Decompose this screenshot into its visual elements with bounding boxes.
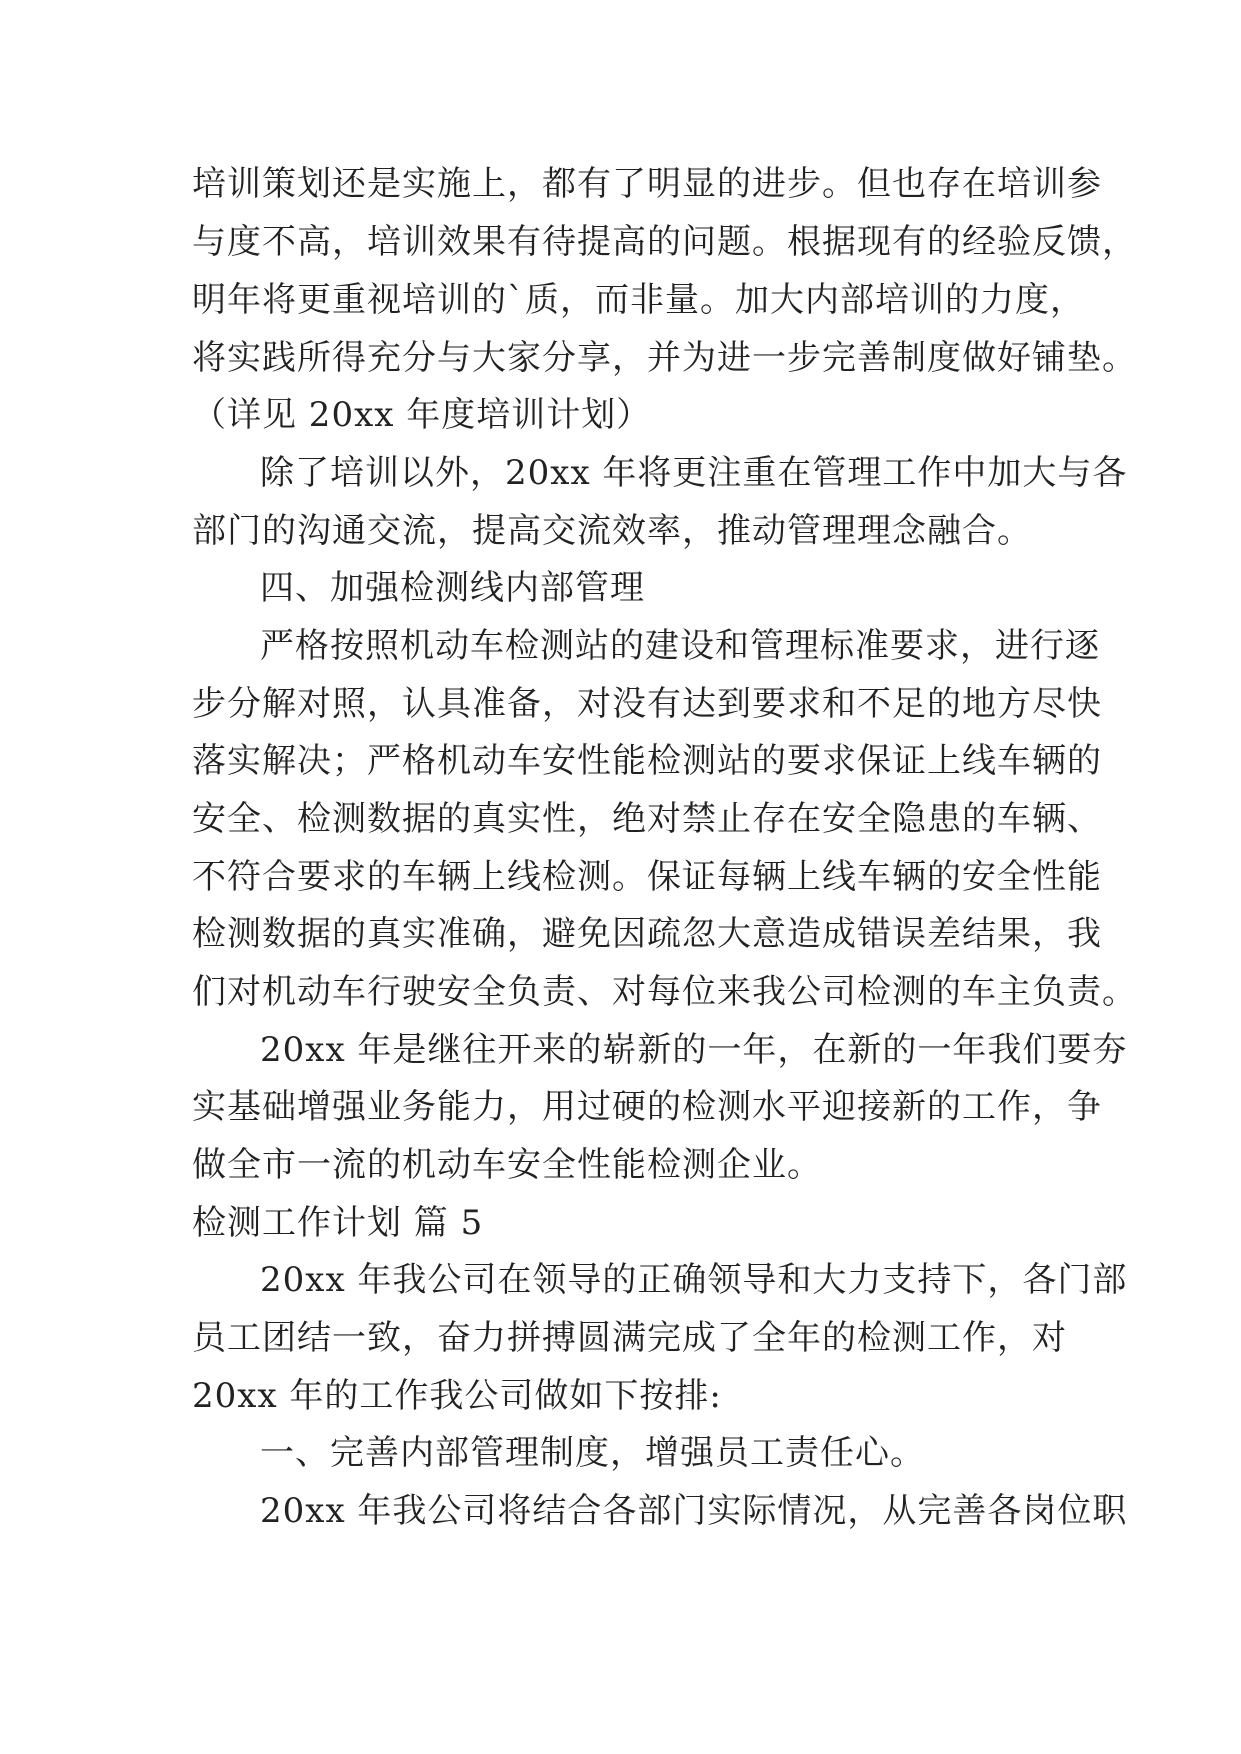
paragraph-start: 除了培训以外，20xx 年将更注重在管理工作中加大与各 bbox=[260, 453, 1128, 493]
text-line: 部门的沟通交流，提高交流效率，推动管理理念融合。 bbox=[192, 511, 1032, 551]
text-line: 明年将更重视培训的`质，而非量。加大内部培训的力度， bbox=[192, 280, 1085, 320]
text-line: 步分解对照，认具准备，对没有达到要求和不足的地方尽快 bbox=[192, 684, 1102, 724]
text-line: 将实践所得充分与大家分享，并为进一步完善制度做好铺垫。 bbox=[192, 338, 1137, 378]
text-line: （详见 20xx 年度培训计划） bbox=[192, 395, 652, 435]
text-line: 与度不高，培训效果有待提高的问题。根据现有的经验反馈， bbox=[192, 222, 1137, 262]
paragraph-start: 20xx 年我公司将结合各部门实际情况，从完善各岗位职 bbox=[260, 1491, 1128, 1531]
paragraph-start: 20xx 年是继往开来的崭新的一年，在新的一年我们要夯 bbox=[260, 1030, 1128, 1070]
text-line: 员工团结一致，奋力拼搏圆满完成了全年的检测工作，对 bbox=[192, 1318, 1067, 1358]
section-heading: 一、完善内部管理制度，增强员工责任心。 bbox=[260, 1433, 925, 1473]
section-heading: 四、加强检测线内部管理 bbox=[260, 568, 645, 608]
text-line: 落实解决；严格机动车安性能检测站的要求保证上线车辆的 bbox=[192, 741, 1102, 781]
text-line: 培训策划还是实施上，都有了明显的进步。但也存在培训参 bbox=[192, 164, 1102, 204]
text-line: 安全、检测数据的真实性，绝对禁止存在安全隐患的车辆、 bbox=[192, 799, 1102, 839]
text-line: 不符合要求的车辆上线检测。保证每辆上线车辆的安全性能 bbox=[192, 857, 1102, 897]
paragraph-start: 严格按照机动车检测站的建设和管理标准要求，进行逐 bbox=[260, 626, 1100, 666]
text-line: 实基础增强业务能力，用过硬的检测水平迎接新的工作，争 bbox=[192, 1087, 1102, 1127]
text-line: 检测数据的真实准确，避免因疏忽大意造成错误差结果，我 bbox=[192, 914, 1102, 954]
section-title: 检测工作计划 篇 5 bbox=[192, 1203, 484, 1243]
paragraph-start: 20xx 年我公司在领导的正确领导和大力支持下，各门部 bbox=[260, 1260, 1128, 1300]
text-line: 20xx 年的工作我公司做如下按排: bbox=[192, 1376, 722, 1416]
text-line: 做全市一流的机动车安全性能检测企业。 bbox=[192, 1145, 822, 1185]
text-line: 们对机动车行驶安全负责、对每位来我公司检测的车主负责。 bbox=[192, 972, 1137, 1012]
